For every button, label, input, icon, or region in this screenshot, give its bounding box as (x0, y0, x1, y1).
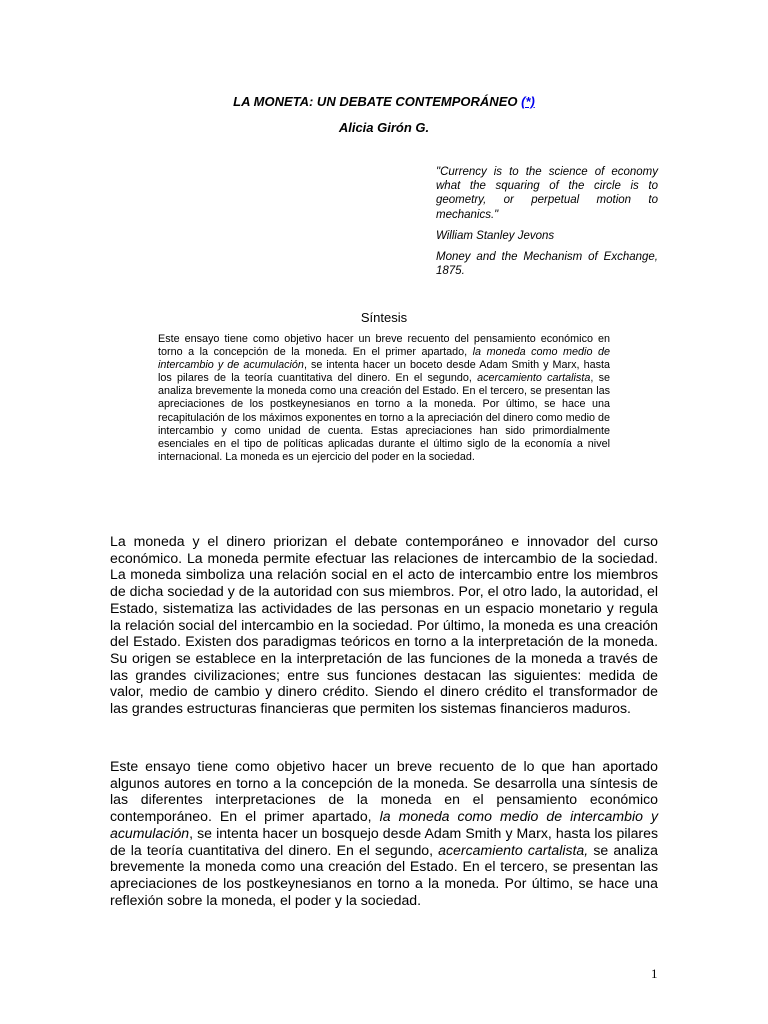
abstract-text-1: Este ensayo tiene como objetivo hacer un breve recuento del pensamiento económico en torno a la concepción de la moneda. En el primer apartado, (158, 333, 610, 359)
footnote-link[interactable]: (*) (521, 94, 535, 109)
body-paragraph-2 (110, 758, 658, 908)
document-title (0, 94, 768, 109)
abstract-emphasis-1: la moneda como medio de intercambio y de acumulación (158, 346, 610, 372)
paragraph2-text-3: se analiza brevemente la moneda como una creación del Estado. En el tercero, se presentan las apreciaciones de los postkeynesianos en torno a la moneda. Por último, se hace una reflexión sobre la moneda, el poder y la sociedad. (110, 841, 658, 908)
paragraph2-emphasis-1: la moneda como medio de intercambio y acumulación (110, 808, 658, 841)
title-text: LA MONETA: UN DEBATE CONTEMPORÁNEO (233, 94, 518, 109)
synthesis-abstract (158, 333, 610, 464)
author-name: Alicia Girón G. (338, 120, 430, 135)
paragraph2-text-2: , se intenta hacer un bosquejo desde Adam Smith y Marx, hasta los pilares de la teoría cuantitativa del dinero. En el segundo, (110, 824, 658, 858)
abstract-emphasis-2: acercamiento cartalista (477, 372, 591, 385)
abstract-text-2: , se intenta hacer un boceto desde Adam Smith y Marx, hasta los pilares de la teoría cuantitativa del dinero. En el segundo, (158, 359, 610, 385)
abstract-text-3: , se analiza brevemente la moneda como una creación del Estado. En el tercero, se presentan las apreciaciones de los postkeynesianos en torno a la moneda. Por último, se hace una recapitulación de los máximos exponentes en torno a la apreciación del dinero como medio de intercambio y como unidad de cuenta. Estas apreciaciones han sido primordialmente esenciales en el tipo de políticas aplicadas durante el último siglo de la economía a nivel internacional. La moneda es un ejercicio del poder en la sociedad. (158, 372, 610, 463)
epigraph-quote: "Currency is to the science of economy what the squaring of the circle is to geometry, or perpetual motion to mechanics." (436, 166, 658, 221)
epigraph-source: Money and the Mechanism of Exchange, 1875. (436, 251, 658, 278)
page-number: 1 (651, 966, 658, 981)
paragraph2-text-1: Este ensayo tiene como objetivo hacer un breve recuento de lo que han aportado algunos autores en torno a la concepción de la moneda. Se desarrolla una síntesis de las diferentes interpretaciones de la moneda en el pensamiento económico contemporáneo. En el primer apartado, (110, 758, 658, 825)
paragraph2-emphasis-2: acercamiento cartalista, (438, 841, 589, 858)
body-paragraph-1: La moneda y el dinero priorizan el debate contemporáneo e innovador del curso económico. La moneda permite efectuar las relaciones de intercambio de la sociedad. La moneda simboliza una relación social en el acto de intercambio entre los miembros de dicha sociedad y de la autoridad con sus miembros. Por, el otro lado, la autoridad, el Estado, sistematiza las actividades de las personas en un espacio monetario y regula la relación social del intercambio en la sociedad. Por último, la moneda es una creación del Estado. Existen dos paradigmas teóricos en torno a la interpretación de la moneda. Su origen se establece en la interpretación de las funciones de la moneda a través de las grandes civilizaciones; entre sus funciones destacan las siguientes: medida de valor, medio de cambio y dinero crédito. Siendo el dinero crédito el transformador de las grandes estructuras financieras que permiten los sistemas financieros maduros. (110, 533, 658, 717)
epigraph-author: William Stanley Jevons (436, 229, 555, 242)
epigraph (436, 165, 658, 285)
synthesis-heading: Síntesis (360, 310, 408, 325)
